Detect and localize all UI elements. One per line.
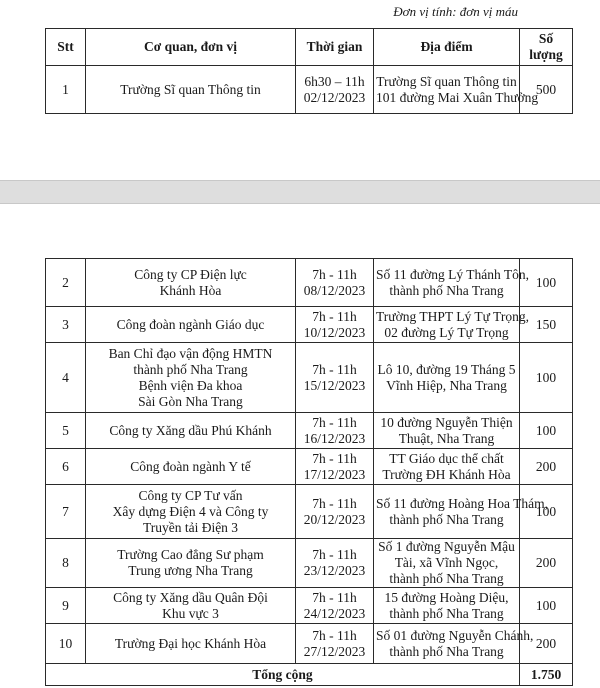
cell-place (374, 343, 520, 413)
header-time: Thời gian (296, 29, 374, 66)
cell-qty: 100 (520, 343, 573, 413)
cell-agency (86, 343, 296, 413)
page-break (0, 180, 600, 204)
cell-time (296, 259, 374, 307)
cell-line: Công ty Xăng dầu Quân Đội (113, 589, 268, 605)
cell-stt: 6 (46, 449, 86, 485)
cell-line: Vĩnh Hiệp, Nha Trang (386, 377, 507, 393)
cell-line: 10 đường Nguyễn Thiện (380, 414, 513, 430)
cell-line: Xây dựng Điện 4 và Công ty (112, 503, 269, 519)
cell-line: 27/12/2023 (303, 643, 366, 659)
cell-line: Truyền tải Điện 3 (142, 519, 239, 535)
unit-note: Đơn vị tính: đơn vị máu (393, 4, 518, 19)
cell-place (374, 259, 529, 307)
cell-line: 101 đường Mai Xuân Thưởng (376, 89, 539, 105)
cell-line: 16/12/2023 (303, 430, 366, 446)
table-row (46, 449, 573, 485)
cell-line: Trường ĐH Khánh Hòa (382, 466, 511, 482)
table-row (46, 485, 573, 539)
header-place: Địa điểm (374, 29, 520, 66)
cell-time (296, 343, 374, 413)
cell-line: thành phố Nha Trang (389, 571, 504, 586)
cell-qty: 200 (520, 449, 573, 485)
cell-line: Trường Sĩ quan Thông tin (120, 81, 261, 97)
cell-line: 7h - 11h (312, 308, 357, 324)
table-row (46, 624, 573, 664)
cell-line: 10/12/2023 (303, 324, 366, 340)
cell-qty: 200 (520, 539, 573, 588)
cell-line: 7h - 11h (312, 589, 357, 605)
cell-line: 7h - 11h (312, 266, 357, 282)
cell-stt: 8 (46, 539, 86, 588)
cell-line: Công đoàn ngành Y tế (130, 458, 251, 474)
cell-place (374, 588, 520, 624)
cell-line: Trung ương Nha Trang (128, 563, 253, 578)
cell-stt: 3 (46, 307, 86, 343)
table-row (46, 588, 573, 624)
cell-line: Sài Gòn Nha Trang (138, 393, 243, 409)
cell-line: Ban Chỉ đạo vận động HMTN (108, 345, 273, 361)
cell-stt: 9 (46, 588, 86, 624)
cell-line: Khánh Hòa (159, 282, 222, 298)
cell-place (374, 307, 529, 343)
cell-qty: 500 (520, 66, 573, 114)
cell-line: thành phố Nha Trang (389, 511, 504, 527)
cell-agency (86, 66, 296, 114)
cell-line: Tài, xã Vĩnh Ngọc, (394, 555, 499, 570)
cell-line: Khu vực 3 (162, 605, 219, 621)
cell-line: 15/12/2023 (303, 377, 366, 393)
cell-line: 15 đường Hoàng Diệu, (384, 589, 509, 605)
cell-stt: 5 (46, 413, 86, 449)
total-value: 1.750 (520, 664, 573, 686)
cell-qty: 100 (520, 485, 573, 539)
cell-agency (86, 588, 296, 624)
cell-qty: 150 (520, 307, 573, 343)
cell-line: Số 1 đường Nguyễn Mậu (378, 539, 515, 554)
cell-agency (86, 539, 296, 588)
cell-line: thành phố Nha Trang (389, 643, 504, 659)
header-agency: Cơ quan, đơn vị (86, 29, 296, 66)
cell-line: 7h - 11h (312, 414, 357, 430)
cell-line: Công đoàn ngành Giáo dục (116, 316, 265, 332)
header-row (46, 29, 573, 66)
cell-line: Trường Sĩ quan Thông tin (376, 73, 517, 89)
cell-line: 02/12/2023 (303, 89, 366, 105)
cell-time (296, 624, 374, 664)
cell-line: thành phố Nha Trang (133, 361, 248, 377)
table-row (46, 66, 573, 114)
cell-line: Trường Đại học Khánh Hòa (114, 635, 267, 651)
cell-stt: 7 (46, 485, 86, 539)
cell-line: Trường THPT Lý Tự Trọng, (376, 308, 529, 324)
cell-line: 17/12/2023 (303, 466, 366, 482)
cell-qty: 100 (520, 259, 573, 307)
cell-qty: 200 (520, 624, 573, 664)
cell-stt: 2 (46, 259, 86, 307)
cell-line: Công ty CP Tư vấn (138, 487, 243, 503)
table-row (46, 307, 573, 343)
cell-line: Công ty CP Điện lực (134, 266, 247, 282)
cell-agency (86, 449, 296, 485)
cell-agency (86, 259, 296, 307)
cell-line: 7h - 11h (312, 361, 357, 377)
cell-stt: 10 (46, 624, 86, 664)
cell-time (296, 66, 374, 114)
cell-time (296, 485, 374, 539)
total-label: Tổng cộng (46, 664, 520, 686)
cell-place (374, 413, 520, 449)
cell-line: 7h - 11h (312, 495, 357, 511)
cell-qty: 100 (520, 413, 573, 449)
cell-line: Số 01 đường Nguyễn Chánh, (376, 627, 534, 643)
table-row (46, 343, 573, 413)
cell-line: 23/12/2023 (303, 563, 366, 578)
cell-stt: 4 (46, 343, 86, 413)
cell-line: Công ty Xăng dầu Phú Khánh (109, 422, 272, 438)
blood-donation-table-page2 (45, 258, 573, 686)
cell-line: 02 đường Lý Tự Trọng (384, 324, 509, 340)
cell-qty: 100 (520, 588, 573, 624)
cell-agency (86, 307, 296, 343)
cell-line: 7h - 11h (312, 627, 357, 643)
cell-line: thành phố Nha Trang (389, 605, 504, 621)
cell-line: 6h30 – 11h (304, 73, 365, 89)
cell-agency (86, 485, 296, 539)
total-row (46, 664, 573, 686)
cell-line: 7h - 11h (312, 450, 357, 466)
blood-donation-table-page1 (45, 28, 573, 114)
cell-line: Số 11 đường Hoàng Hoa Thám, (376, 495, 548, 511)
cell-line: Trường Cao đẳng Sư phạm (117, 547, 264, 562)
cell-line: 08/12/2023 (303, 282, 366, 298)
cell-time (296, 539, 374, 588)
cell-time (296, 307, 374, 343)
cell-line: 24/12/2023 (303, 605, 366, 621)
cell-place (374, 449, 520, 485)
cell-agency (86, 413, 296, 449)
cell-line: 7h - 11h (312, 547, 357, 562)
cell-time (296, 413, 374, 449)
cell-place (374, 539, 520, 588)
header-qty: Số lượng (520, 29, 573, 66)
cell-place (374, 66, 539, 114)
table-row (46, 259, 573, 307)
cell-line: Lô 10, đường 19 Tháng 5 (377, 361, 516, 377)
cell-time (296, 588, 374, 624)
cell-time (296, 449, 374, 485)
cell-line: Bệnh viện Đa khoa (138, 377, 243, 393)
cell-line: Số 11 đường Lý Thánh Tôn, (376, 266, 529, 282)
table-row (46, 539, 573, 588)
table-row (46, 413, 573, 449)
cell-agency (86, 624, 296, 664)
cell-line: Thuật, Nha Trang (398, 430, 495, 446)
cell-line: 20/12/2023 (303, 511, 366, 527)
cell-stt: 1 (46, 66, 86, 114)
cell-line: TT Giáo dục thể chất (389, 450, 504, 466)
cell-line: thành phố Nha Trang (389, 282, 504, 298)
header-stt: Stt (46, 29, 86, 66)
cell-place (374, 624, 534, 664)
